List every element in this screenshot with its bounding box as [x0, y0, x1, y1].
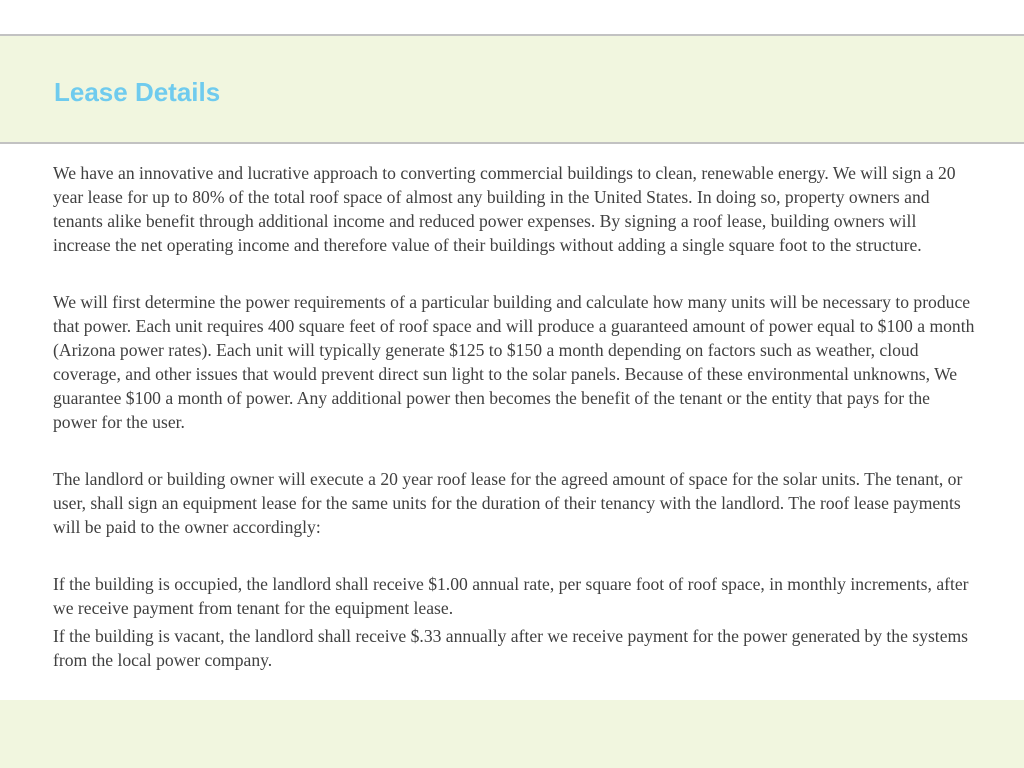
paragraph-lease-intro: We have an innovative and lucrative approach to converting commercial buildings to clean, renewable energy. We will sign a 20 year lease for up to 80% of the total roof space of almost any building in the United States. In doing so, property owners and tenants alike benefit through additional income and reduced power expenses. By signing a roof lease, building owners will increase the net operating income and therefore value of their buildings without adding a single square foot to the structure. — [53, 163, 956, 255]
paragraph-roof-lease-terms: The landlord or building owner will execute a 20 year roof lease for the agreed amount of space for the solar units. The tenant, or user, shall sign an equipment lease for the same units for the duration of their tenancy with the landlord. The roof lease payments will be paid to the owner accordingly: — [53, 469, 963, 537]
body-text — [53, 161, 978, 672]
paragraph-power-requirements: We will first determine the power requirements of a particular building and calculate how many units will be necessary to produce that power. Each unit requires 400 square feet of roof space and will produce a guaranteed amount of power equal to $100 a month (Arizona power rates). Each unit will typically generate $125 to $150 a month depending on factors such as weather, cloud coverage, and other issues that would prevent direct sun light to the solar panels. Because of these environmental unknowns, We guarantee $100 a month of power. Any additional power then becomes the benefit of the tenant or the entity that pays for the power for the user. — [53, 292, 975, 432]
page-title: Lease Details — [54, 77, 221, 107]
paragraph-vacant-building: If the building is vacant, the landlord shall receive $.33 annually after we receive payment for the power generated by the systems from the local power company. — [53, 626, 969, 670]
footer-band — [0, 700, 1024, 768]
paragraph-occupied-building: If the building is occupied, the landlord shall receive $1.00 annual rate, per square foot of roof space, in monthly increments, after we receive payment from tenant for the equipment lease. — [53, 574, 969, 618]
header-band — [0, 34, 1024, 144]
